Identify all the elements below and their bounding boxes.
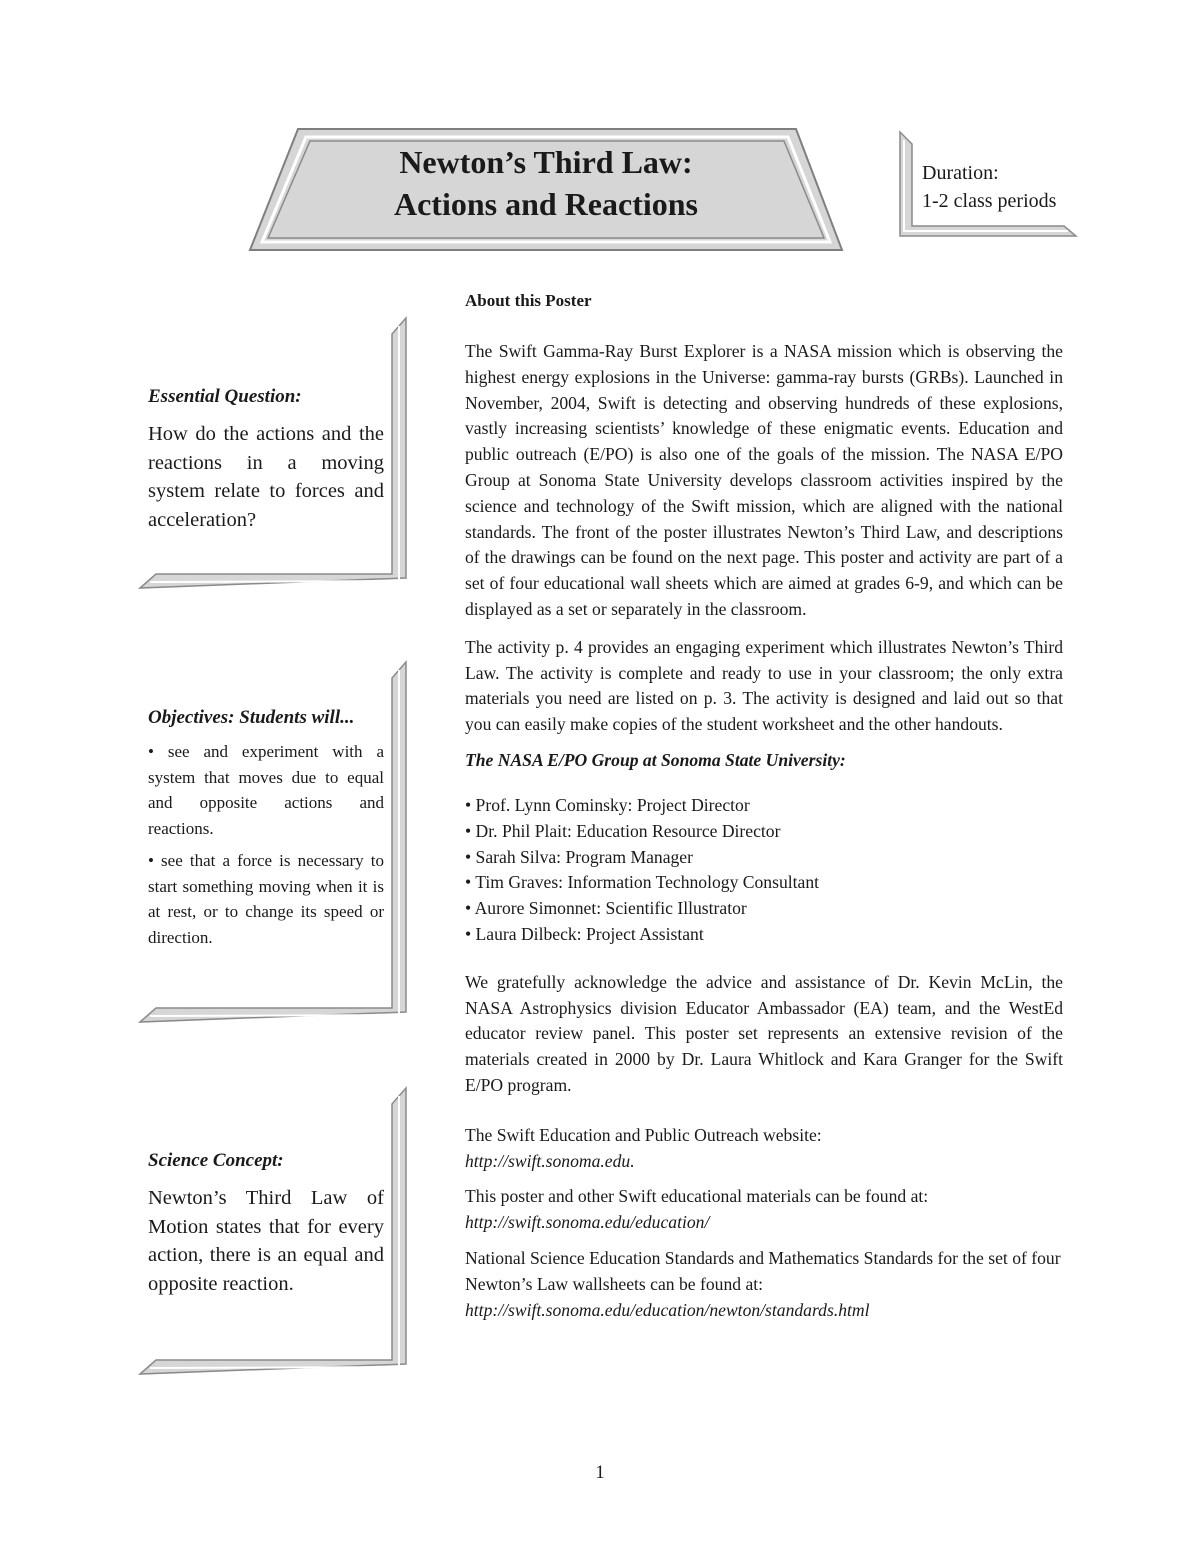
objective-item: • see that a force is necessary to start something moving when it is at rest, or to change its speed or direction.: [148, 851, 384, 947]
standards-link[interactable]: http://swift.sonoma.edu/education/newton/standards.html: [465, 1299, 870, 1320]
about-paragraph-2: The activity p. 4 provides an engaging experiment which illustrates Newton’s Third Law. The activity is complete and ready to use in your classroom; the only extra materials you need are listed on p. 3. The activity is designed and laid out so that you can easily make copies of the student worksheet and the other handouts.: [465, 636, 1063, 735]
website-label: The Swift Education and Public Outreach website:: [465, 1124, 822, 1145]
page-title-line-2: Actions and Reactions: [393, 186, 698, 222]
website-link[interactable]: http://swift.sonoma.edu.: [465, 1150, 635, 1171]
about-paragraph-1: The Swift Gamma-Ray Burst Explorer is a NASA mission which is observing the highest energy explosions in the Universe: gamma-ray bursts (GRBs). Launched in November, 2004, Swift is detecting and observing hundreds of these explosions, vastly increasing scientists’ knowledge of these enigmatic events. Education and public outreach (E/PO) is also one of the goals of the mission. The NASA E/PO Group at Sonoma State University develops classroom activities inspired by the science and technology of the Swift mission, which are aligned with the national standards. The front of the poster illustrates Newton’s Third Law, and descriptions of the drawings can be found on the next page. This poster and activity are part of a set of four educational wall sheets which are aimed at grades 6-9, and which can be displayed as a set or separately in the classroom.: [465, 341, 1063, 619]
duration-box: [898, 130, 1078, 240]
team-heading: The NASA E/PO Group at Sonoma State University:: [465, 749, 846, 770]
duration-frame: [898, 130, 1078, 240]
team-member: • Tim Graves: Information Technology Consultant: [465, 872, 820, 893]
objectives-heading: Objectives: Students will...: [148, 707, 355, 728]
standards-label: National Science Education Standards and Mathematics Standards for the set of four Newton’s Law wallsheets can be found at:: [465, 1247, 1061, 1294]
materials-link[interactable]: http://swift.sonoma.edu/education/: [465, 1212, 710, 1233]
objectives-box: [138, 660, 410, 1026]
team-member: • Laura Dilbeck: Project Assistant: [465, 923, 704, 944]
essential-question-text: How do the actions and the reactions in a moving system relate to forces and acceleration?: [148, 423, 384, 531]
essential-question-heading: Essential Question:: [148, 386, 302, 407]
about-heading: About this Poster: [465, 291, 592, 310]
team-member: • Prof. Lynn Cominsky: Project Director: [465, 794, 750, 815]
page-number: 1: [595, 1462, 605, 1483]
duration-value: 1-2 class periods: [922, 190, 1057, 212]
science-concept-text: Newton’s Third Law of Motion states that for every action, there is an equal and opposite reaction.: [148, 1187, 384, 1295]
team-member: • Aurore Simonnet: Scientific Illustrator: [465, 898, 747, 919]
objective-item: • see and experiment with a system that moves due to equal and opposite actions and reactions.: [148, 742, 384, 838]
acknowledgement-paragraph: We gratefully acknowledge the advice and assistance of Dr. Kevin McLin, the NASA Astrophysics division Educator Ambassador (EA) team, and the WestEd educator review panel. This poster set represents an extensive revision of the materials created in 2000 by Dr. Laura Whitlock and Kara Granger for the Swift E/PO program.: [465, 971, 1063, 1095]
essential-question-box: [138, 316, 410, 592]
objectives-list: [148, 739, 384, 957]
duration-label: Duration:: [922, 162, 999, 184]
main-content: [465, 291, 1063, 1333]
team-member: • Dr. Phil Plait: Education Resource Director: [465, 820, 781, 841]
materials-label: This poster and other Swift educational materials can be found at:: [465, 1186, 929, 1207]
science-concept-box: [138, 1086, 410, 1378]
team-list: [465, 793, 1063, 948]
page-title-line-1: Newton’s Third Law:: [399, 144, 693, 180]
science-concept-heading: Science Concept:: [148, 1150, 284, 1171]
title-banner: [248, 128, 844, 252]
team-member: • Sarah Silva: Program Manager: [465, 846, 693, 867]
